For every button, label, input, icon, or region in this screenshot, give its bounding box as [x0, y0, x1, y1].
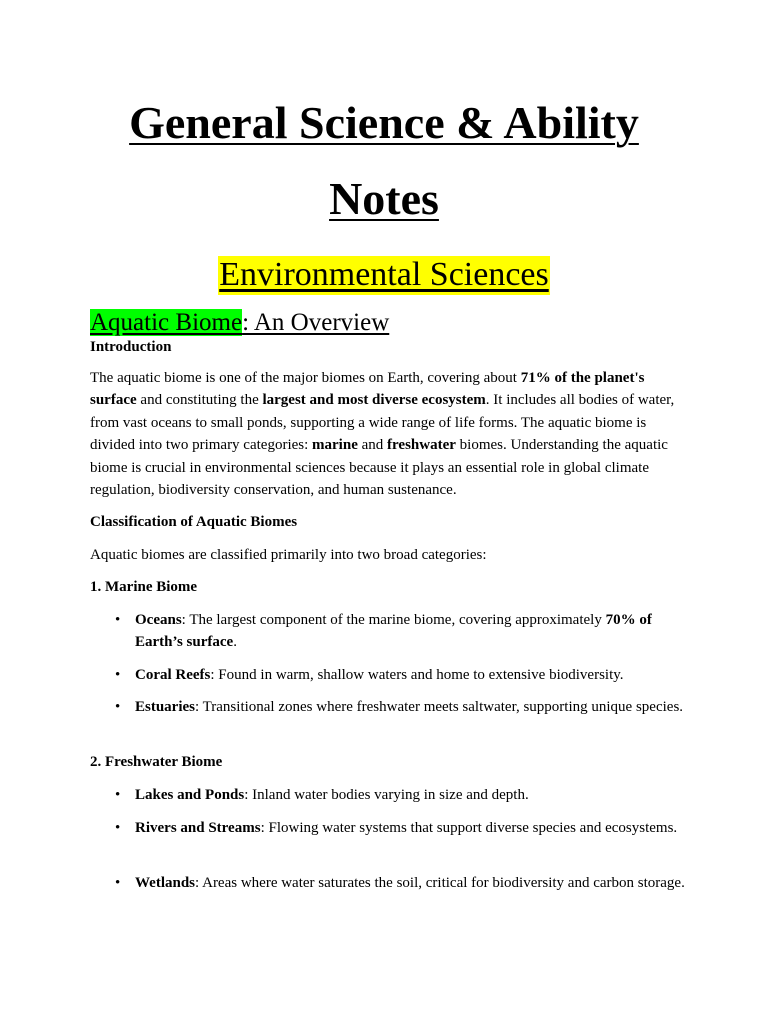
bullet-icon: • — [115, 667, 121, 683]
intro-paragraph: The aquatic biome is one of the major biomes on Earth, covering about 71% of the planet's surface and constituting the largest and most diverse ecosystem. It includes all bodies of water, from vast oceans to small ponds, supporting a wide range of life forms. The aquatic biome is divided into two primary categories: marine and freshwater biomes. Understanding the aquatic biome is crucial in environmental sciences because it plays an essential role in global climate regulation, biodiversity conservation, and human sustenance. — [90, 370, 675, 499]
section-heading-rest: : An Overview — [242, 309, 390, 336]
section-heading-highlight: Aquatic Biome — [90, 309, 243, 336]
classification-heading: Classification of Aquatic Biomes — [90, 514, 298, 530]
document-page: General Science & Ability Notes Environmental Sciences Aquatic Biome: An Overview Introduction The aquatic biome is one of the major biomes on Earth, covering about 71% of the planet's surface and constituting the largest and most diverse ecosystem. It includes all bodies of water, from vast oceans to small ponds, supporting a wide range of life forms. The aquatic biome is divided into two primary categories: marine and freshwater biomes. Understanding the aquatic biome is crucial in environmental sciences because it plays an essential role in global climate regulation, biodiversity conservation, and human sustenance. Classification of Aquatic Biomes Aquatic biomes are classified primarily into two broad categories: 1. Marine Biome • Oceans: The largest component of the marine biome, covering approximately 70% of Earth’s surface. • Coral Reefs: Found in warm, shallow waters and home to extensive biodiversity. • Estuaries: Transitional zones where freshwater meets saltwater, supporting unique species. 2. Freshwater Biome • Lakes and Ponds: Inland water bodies varying in size and depth. • Rivers and Streams: Flowing water systems that support diverse species and ecosystems. • Wetlands: Areas where water saturates the soil, critical for biodiversity and carbon storage. — [0, 0, 768, 1024]
intro-heading: Introduction — [90, 339, 172, 355]
bullet-icon: • — [115, 787, 121, 803]
bullet-icon: • — [115, 820, 121, 836]
bullet-icon: • — [115, 699, 121, 715]
freshwater-heading: 2. Freshwater Biome — [90, 754, 223, 770]
bullet-icon: • — [115, 875, 121, 891]
bullet-icon: • — [115, 612, 121, 628]
subject-heading: Environmental Sciences — [219, 256, 549, 293]
document-title-line1: General Science & Ability — [129, 97, 639, 148]
classification-intro: Aquatic biomes are classified primarily into two broad categories: — [90, 547, 487, 563]
section-heading — [90, 309, 389, 338]
marine-heading: 1. Marine Biome — [90, 579, 198, 595]
document-title-line2: Notes — [329, 173, 439, 224]
